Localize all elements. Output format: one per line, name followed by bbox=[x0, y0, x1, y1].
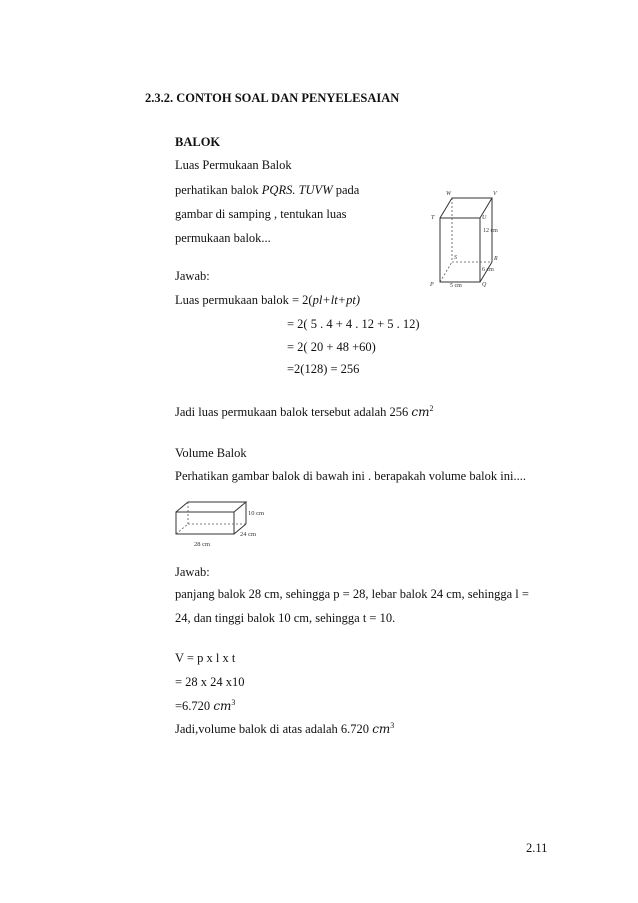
vertex-label-r: R bbox=[494, 256, 498, 262]
balok-title: BALOK bbox=[175, 135, 221, 149]
solution1-line2: = 2( 5 . 4 + 4 . 12 + 5 . 12) bbox=[287, 317, 420, 331]
problem2: Perhatikan gambar balok di bawah ini . berapakah volume balok ini.... bbox=[175, 469, 526, 483]
problem1-line1: perhatikan balok PQRS. TUVW pada bbox=[175, 183, 360, 197]
volume-result: =6.720 $cm^3$ bbox=[175, 698, 236, 713]
section-heading: 2.3.2. CONTOH SOAL DAN PENYELESAIAN bbox=[145, 91, 400, 105]
conclusion2: Jadi,volume balok di atas adalah 6.720 $cm^3$ bbox=[175, 721, 395, 736]
vertex-label-u: U bbox=[482, 215, 487, 221]
dim-height-label: 10 cm bbox=[248, 510, 265, 517]
solution2-line2: 24, dan tinggi balok 10 cm, sehingga t = 10. bbox=[175, 611, 396, 625]
problem1-line3: permukaan balok... bbox=[175, 231, 271, 245]
cuboid-figure-1 bbox=[420, 186, 520, 291]
vertex-label-p: P bbox=[430, 282, 434, 288]
volume-substitution: = 28 x 24 x10 bbox=[175, 675, 245, 689]
hidden-edge-diagonal bbox=[440, 262, 452, 282]
solution2-line1: panjang balok 28 cm, sehingga p = 28, lebar balok 24 cm, sehingga l = bbox=[175, 587, 529, 601]
jawab-label-2: Jawab: bbox=[175, 565, 210, 579]
dim-length-label: 28 cm bbox=[194, 541, 211, 548]
vertex-label-w: W bbox=[446, 191, 451, 197]
problem1-line2: gambar di samping , tentukan luas bbox=[175, 207, 347, 221]
volume-formula: V = p x l x t bbox=[175, 651, 236, 665]
cuboid-figure-2 bbox=[172, 498, 272, 550]
solution1-line4: =2(128) = 256 bbox=[287, 362, 360, 376]
dim-width-label: 24 cm bbox=[240, 531, 257, 538]
vertex-label-v: V bbox=[493, 191, 497, 197]
solution1-line1: Luas permukaan balok = 2(pl+lt+pt) bbox=[175, 293, 360, 307]
hidden-edge-diagonal bbox=[176, 524, 188, 534]
top-face bbox=[176, 502, 246, 512]
vertex-label-s: S bbox=[454, 255, 457, 261]
vertex-label-t: T bbox=[431, 215, 435, 221]
page-number: 2.11 bbox=[526, 841, 548, 855]
volume-title: Volume Balok bbox=[175, 446, 247, 460]
front-face bbox=[440, 218, 480, 282]
dim-length-label: 5 cm bbox=[450, 283, 462, 289]
jawab-label-1: Jawab: bbox=[175, 269, 210, 283]
solution1-line3: = 2( 20 + 48 +60) bbox=[287, 340, 376, 354]
dim-height-label: 12 cm bbox=[483, 228, 498, 234]
front-face bbox=[176, 512, 234, 534]
luas-title: Luas Permukaan Balok bbox=[175, 158, 292, 172]
dim-width-label: 6 cm bbox=[482, 267, 494, 273]
vertex-label-q: Q bbox=[482, 282, 487, 288]
conclusion1: Jadi luas permukaan balok tersebut adalah 256 $cm^2$ bbox=[175, 404, 434, 419]
